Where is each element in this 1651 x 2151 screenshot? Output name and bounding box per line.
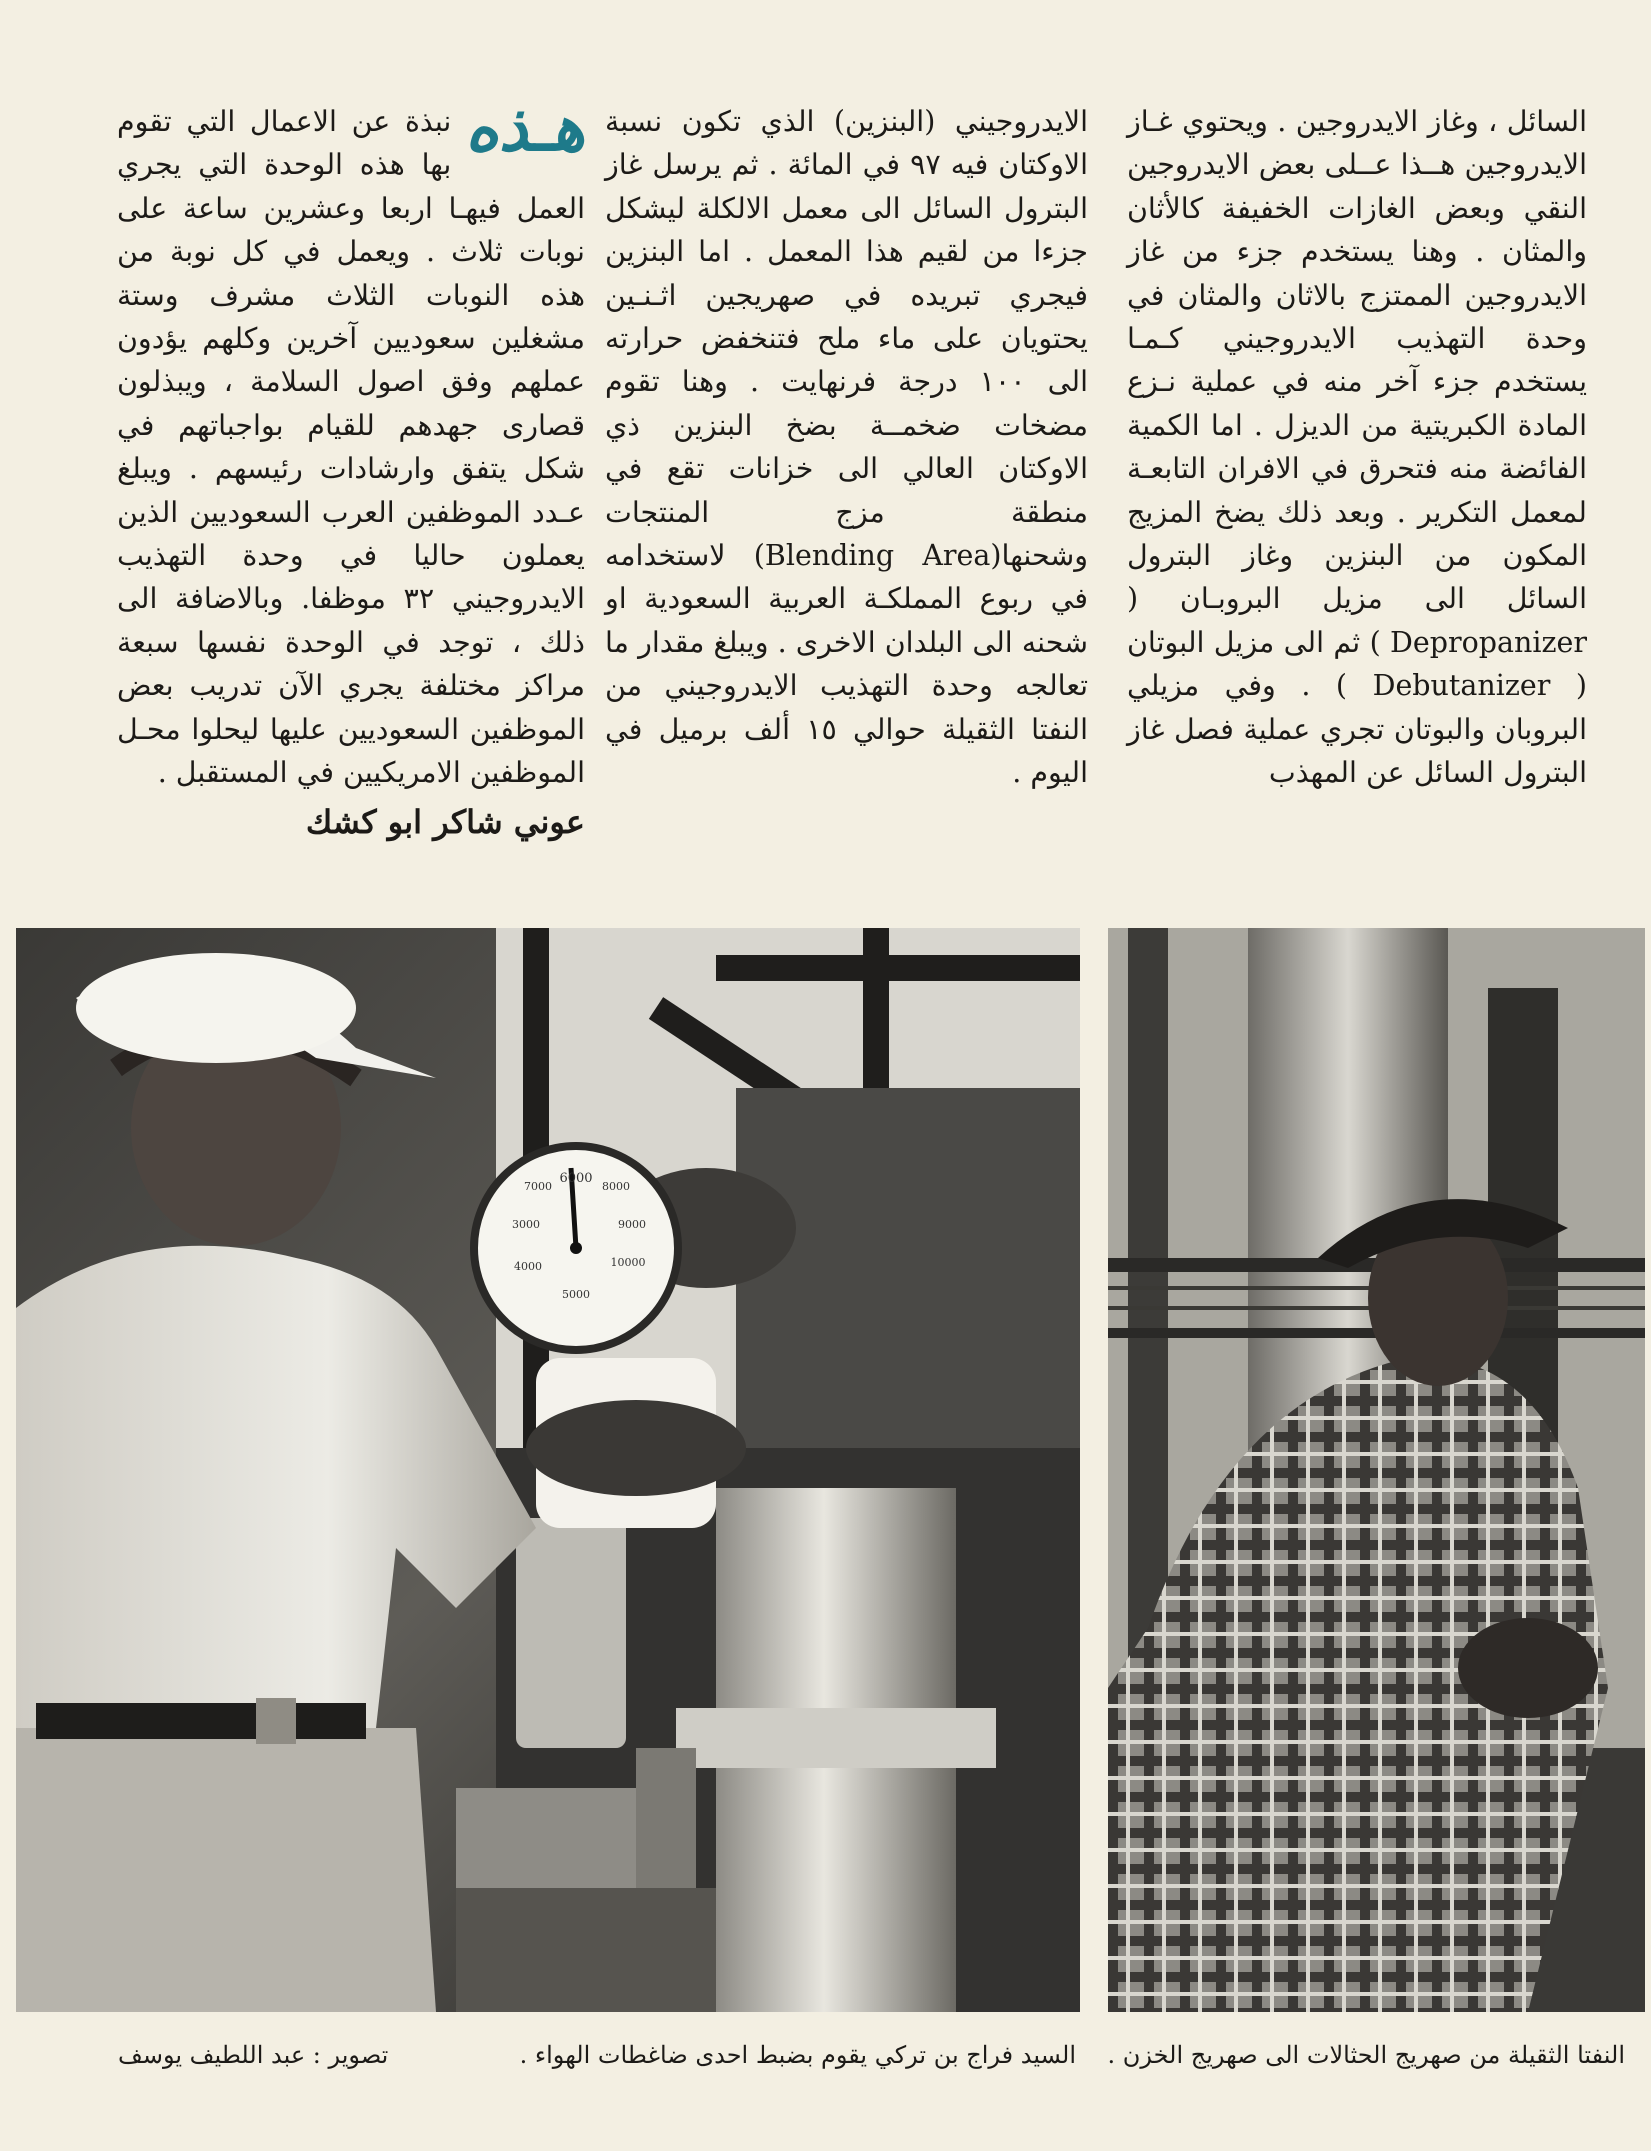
photo-credit: تصوير : عبد اللطيف يوسف (118, 2041, 389, 2069)
decorative-drop-word: هـذه (465, 91, 585, 166)
caption-left-photo: السيد فراج بن تركي يقوم بضبط احدى ضاغطات الهواء . (519, 2041, 1076, 2069)
article-column-right (1127, 100, 1587, 795)
pressure-gauge (474, 1146, 678, 1350)
author-byline: عوني شاكر ابو كشك (305, 802, 585, 841)
article-column-middle (605, 100, 1088, 795)
gauge-label: 10000 (610, 1256, 646, 1269)
photo-worker-tank (1108, 928, 1645, 2012)
gauge-label: 4000 (514, 1260, 542, 1273)
column-text: الايدروجيني (البنزين) الذي تكون نسبة الاوكتان فيه ٩٧ في المائة . ثم يرسل غاز البترول السائل الى معمل الالكلة ليشكل جزءا من لقيم هذا المعمل . اما البنزين فيجري تبريده في صهريجين اثـنـين يحتويان على ماء ملح فتنخفض حرارته الى ١٠٠ درجة فرنهايت . وهنا تقوم مضخات ضخمــة بضخ البنزين ذي الاوكتان العالي الى خزانات تقع في منطقة مزج المنتجات وشحنها(Blending Area) لاستخدامه في ربوع المملكـة العربية السعودية او شحنه الى البلدان الاخرى . ويبلغ مقدار ما تعالجه وحدة التهذيب الايدروجيني من النفتا الثقيلة حوالي ١٥ ألف برميل في اليوم . (605, 105, 1088, 790)
caption-right-photo: النفتا الثقيلة من صهريج الحثالات الى صهريج الخزن . (1107, 2041, 1625, 2069)
gauge-label: 3000 (512, 1218, 540, 1231)
column-body: نبذة عن الاعمال التي تقوم بها هذه الوحدة التي يجري العمل فيهـا اربعا وعشرين ساعة على نوبات ثلاث . ويعمل في كل نوبة من هذه النوبات الثلاث مشرف وستة مشغلين سعوديين آخرين وكلهم يؤدون عملهم وفق اصول السلامة ، ويبذلون قصارى جهدهم للقيام بواجباتهم في شكل يتفق وارشادات رئيسهم . ويبلغ عـدد الموظفين العرب السعوديين الذين يعملون حاليا في وحدة التهذيب الايدروجيني ٣٢ موظفا. وبالاضافة الى ذلك ، توجد في الوحدة نفسها سبعة مراكز مختلفة يجري الآن تدريب بعض الموظفين السعوديين عليها ليحلوا محـل الموظفين الامريكيين في المستقبل . (117, 105, 585, 790)
gauge-label: 9000 (618, 1218, 646, 1231)
gauge-label: 6000 (559, 1171, 593, 1186)
photo-worker-gauge (16, 928, 1080, 2012)
gauge-label: 8000 (602, 1180, 630, 1193)
column-text (117, 91, 585, 795)
article-column-left (117, 91, 585, 844)
gauge-label: 7000 (524, 1180, 552, 1193)
column-text: السائل ، وغاز الايدروجين . ويحتوي غـاز الايدروجين هــذا عــلى بعض الايدروجين النقي وبعض الغازات الخفيفة كالأثان والمثان . وهنا يستخدم جزء من غاز الايدروجين الممتزج بالاثان والمثان في وحدة التهذيب الايدروجيني كـمـا يستخدم جزء آخر منه في عملية نـزع المادة الكبريتية من الديزل . اما الكمية الفائضة منه فتحرق في الافران التابعـة لمعمل التكرير . وبعد ذلك يضخ المزيج المكون من البنزين وغاز البترول السائل الى مزيل البروبـان ( Depropanizer ) ثم الى مزيل البوتان ( Debutanizer ) . وفي مزيلي البروبان والبوتان تجري عملية فصل غاز البترول السائل عن المهذب (1127, 105, 1588, 790)
photo-worker-tank-illustration (1108, 928, 1645, 2012)
gauge-label: 5000 (562, 1288, 590, 1301)
photo-worker-gauge-illustration (16, 928, 1080, 2012)
